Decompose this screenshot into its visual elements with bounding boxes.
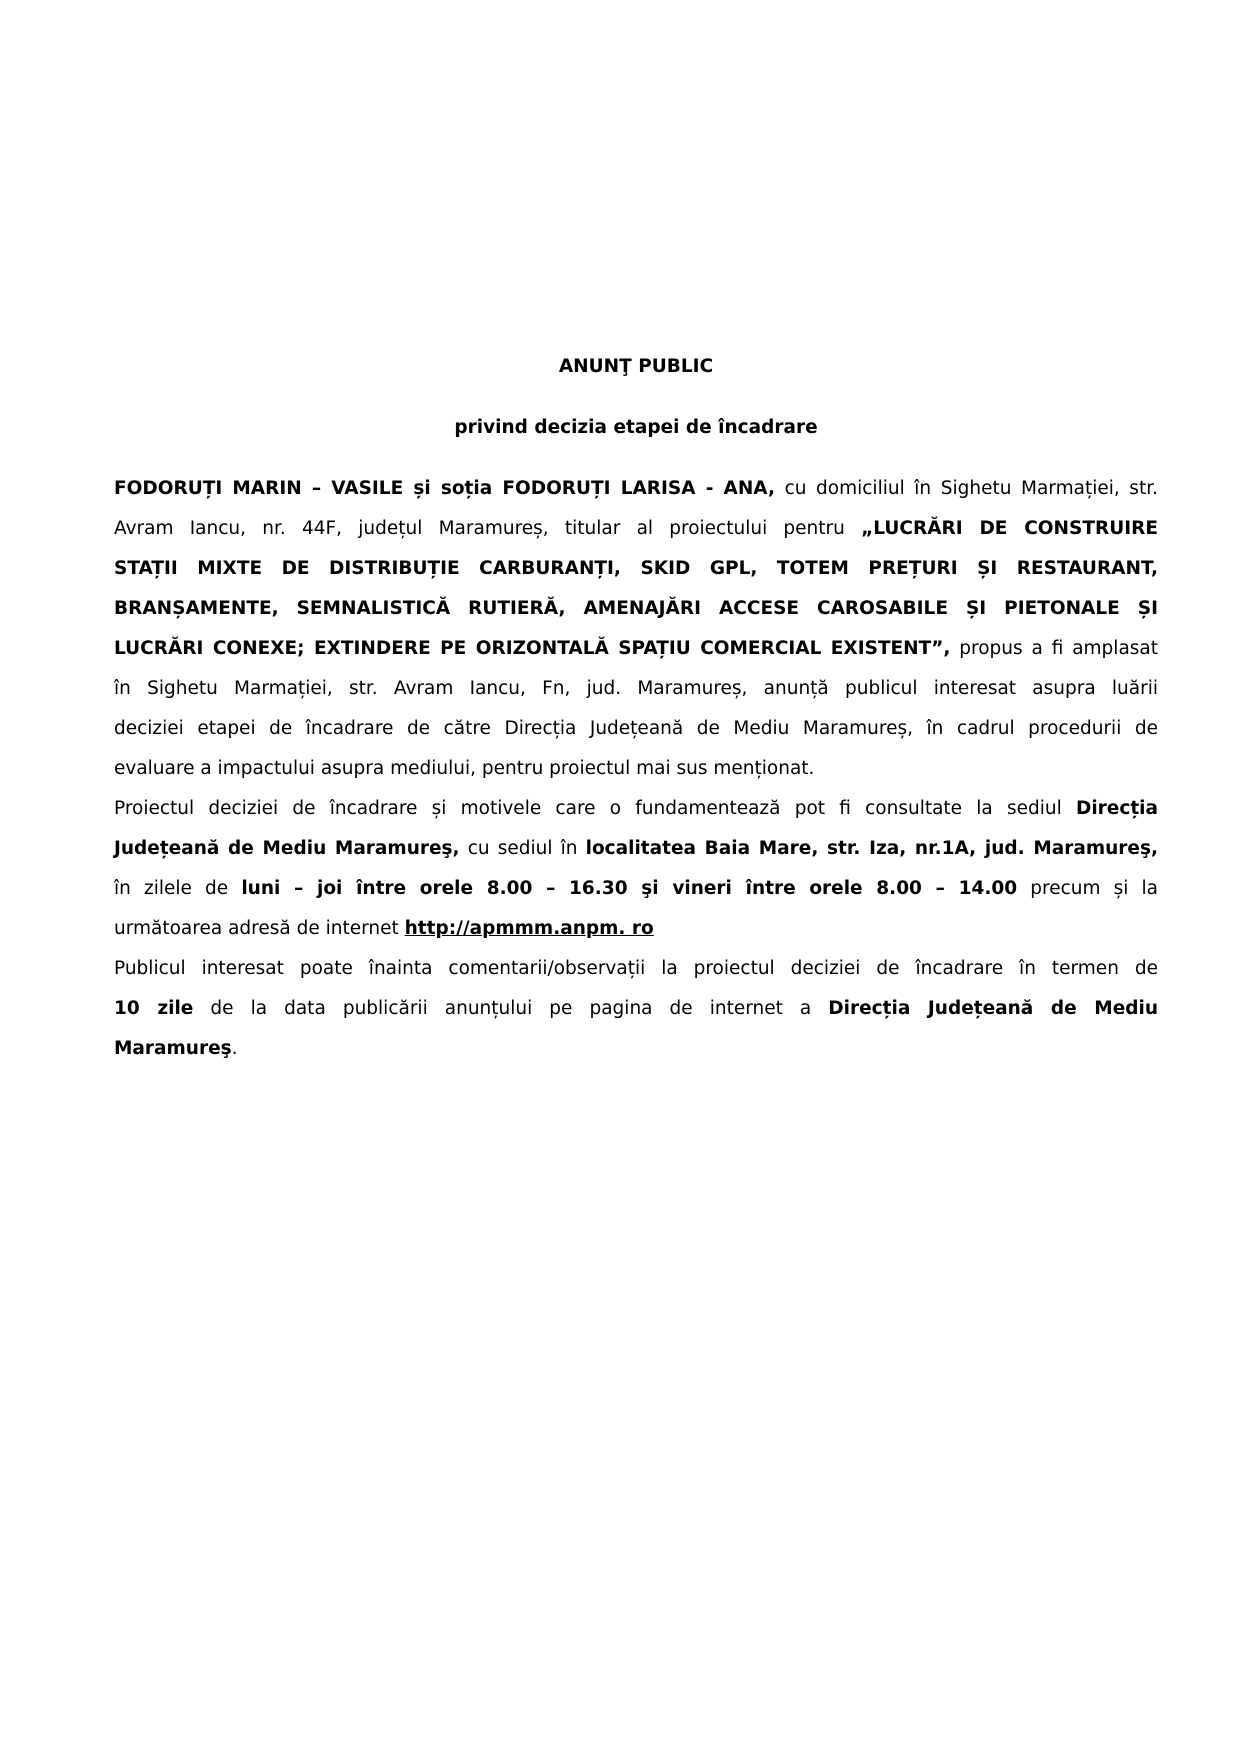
- comment-deadline: 10 zile: [114, 998, 194, 1019]
- project-title: „LUCRĂRI DE CONSTRUIRE: [861, 518, 1158, 539]
- paragraph-comments: [114, 949, 1158, 1069]
- text-segment: cu sediul în: [459, 838, 586, 859]
- text-line: [114, 1029, 1158, 1069]
- paragraph-applicant-project: [114, 469, 1158, 789]
- text-line: [114, 549, 1158, 589]
- text-line: [114, 989, 1158, 1029]
- text-segment: Publicul interesat poate înainta comentarii/observații la proiectul deciziei de încadrare în termen de: [114, 958, 1158, 979]
- text-segment: Proiectul deciziei de încadrare și motivele care o fundamentează pot fi consultate la sediul: [114, 798, 1076, 819]
- text-line: [114, 869, 1158, 909]
- announcement-title: ANUNŢ PUBLIC: [558, 356, 714, 377]
- announcement-body: [114, 469, 1158, 1069]
- office-hours: luni – joi între orele 8.00 – 16.30 şi vineri între orele 8.00 – 14.00: [241, 878, 1018, 899]
- text-segment: în Sighetu Marmației, str. Avram Iancu, Fn, jud. Maramureș, anunță publicul interesat asupra luării: [114, 678, 1158, 699]
- project-title: LUCRĂRI CONEXE; EXTINDERE PE ORIZONTALĂ SPAȚIU COMERCIAL EXISTENT”,: [114, 638, 951, 659]
- text-line: [114, 949, 1158, 989]
- project-title: BRANȘAMENTE, SEMNALISTICĂ RUTIERĂ, AMENAJĂRI ACCESE CAROSABILE ȘI PIETONALE ȘI: [114, 598, 1158, 619]
- project-title: STAȚII MIXTE DE DISTRIBUȚIE CARBURANȚI, SKID GPL, TOTEM PREȚURI ȘI RESTAURANT,: [114, 558, 1158, 579]
- text-line: [114, 709, 1158, 749]
- text-line: [114, 469, 1158, 509]
- announcement-subtitle: privind decizia etapei de încadrare: [454, 417, 818, 438]
- text-segment: următoarea adresă de internet: [114, 918, 405, 939]
- authority-name: Direcția: [1075, 798, 1158, 819]
- authority-name: Județeană de Mediu Maramureş,: [114, 838, 460, 859]
- authority-name: Direcția Județeană de Mediu: [828, 998, 1158, 1019]
- text-segment: deciziei etapei de încadrare de către Direcția Județeană de Mediu Maramureș, în cadrul procedurii de: [114, 718, 1158, 739]
- office-address: localitatea Baia Mare, str. Iza, nr.1A, jud. Maramureş,: [585, 838, 1158, 859]
- text-segment: de la data publicării anunțului pe pagina de internet a: [193, 998, 829, 1019]
- text-segment: .: [231, 1038, 238, 1059]
- text-line: [114, 509, 1158, 549]
- website-link[interactable]: http://apmmm.anpm. ro: [404, 918, 654, 939]
- text-line: [114, 669, 1158, 709]
- text-segment: cu domiciliul în Sighetu Marmației, str.: [775, 478, 1158, 499]
- text-line: [114, 789, 1158, 829]
- text-segment: propus a fi amplasat: [950, 638, 1159, 659]
- text-line: [114, 629, 1158, 669]
- text-segment: evaluare a impactului asupra mediului, pentru proiectul mai sus menționat.: [114, 758, 815, 779]
- text-line: [114, 749, 1158, 789]
- applicant-names: FODORUȚI MARIN – VASILE și soția FODORUȚI LARISA - ANA,: [114, 478, 775, 499]
- text-line: [114, 589, 1158, 629]
- text-line: [114, 909, 1158, 949]
- text-line: [114, 829, 1158, 869]
- paragraph-consultation: [114, 789, 1158, 949]
- text-segment: în zilele de: [114, 878, 242, 899]
- text-segment: precum și la: [1017, 878, 1159, 899]
- authority-name: Maramureş: [114, 1038, 232, 1059]
- text-segment: Avram Iancu, nr. 44F, județul Maramureș, titular al proiectului pentru: [114, 518, 862, 539]
